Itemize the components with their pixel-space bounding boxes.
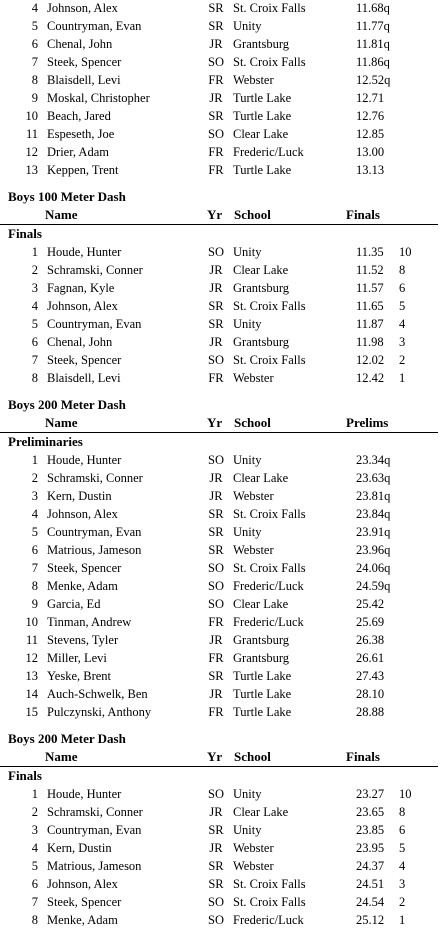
result-place: 7 xyxy=(31,353,38,367)
result-name: Steek, Spencer xyxy=(47,353,122,367)
result-yr: SO xyxy=(208,245,224,259)
result-mark: 24.51 xyxy=(356,877,385,891)
result-name: Espeseth, Joe xyxy=(47,127,115,141)
result-row xyxy=(0,369,443,387)
result-mark: 24.37 xyxy=(356,859,385,873)
result-mark: 27.43 xyxy=(356,669,385,683)
result-yr: SR xyxy=(208,823,224,837)
result-row xyxy=(0,89,443,107)
result-place: 5 xyxy=(31,859,38,873)
result-name: Schramski, Conner xyxy=(47,805,143,819)
result-school: Grantsburg xyxy=(233,281,290,295)
result-name: Garcia, Ed xyxy=(47,597,101,611)
result-row xyxy=(0,35,443,53)
result-mark: 23.95 xyxy=(356,841,385,855)
result-mark: 23.65 xyxy=(356,805,385,819)
result-place: 10 xyxy=(25,109,38,123)
result-mark: 23.27 xyxy=(356,787,385,801)
result-row xyxy=(0,315,443,333)
result-place: 4 xyxy=(31,1,38,15)
yr-column-header: Yr xyxy=(207,415,223,430)
result-name: Matrious, Jameson xyxy=(47,859,142,873)
result-place: 12 xyxy=(25,651,38,665)
result-yr: SR xyxy=(208,859,224,873)
result-row xyxy=(0,893,443,911)
result-yr: FR xyxy=(208,145,224,159)
result-row xyxy=(0,559,443,577)
result-name: Countryman, Evan xyxy=(47,19,142,33)
result-row xyxy=(0,71,443,89)
result-row xyxy=(0,857,443,875)
result-school: Webster xyxy=(233,73,274,87)
result-name: Houde, Hunter xyxy=(47,787,122,801)
result-yr: SO xyxy=(208,579,224,593)
result-name: Steek, Spencer xyxy=(47,561,122,575)
result-yr: SR xyxy=(208,543,224,557)
result-place: 5 xyxy=(31,317,38,331)
result-row xyxy=(0,0,443,17)
result-points: 8 xyxy=(399,263,406,277)
result-yr: FR xyxy=(208,73,224,87)
result-points: 6 xyxy=(399,823,406,837)
result-points: 4 xyxy=(399,859,406,873)
result-yr: SO xyxy=(208,127,224,141)
result-place: 4 xyxy=(31,841,38,855)
result-row xyxy=(0,17,443,35)
result-row xyxy=(0,107,443,125)
result-row xyxy=(0,821,443,839)
result-name: Keppen, Trent xyxy=(47,163,119,177)
result-yr: JR xyxy=(209,281,223,295)
result-yr: JR xyxy=(209,489,223,503)
result-row xyxy=(0,487,443,505)
result-column-header: Prelims xyxy=(346,415,389,430)
result-school: Unity xyxy=(233,525,262,539)
result-school: Unity xyxy=(233,823,262,837)
result-mark: 23.81q xyxy=(356,489,391,503)
result-place: 8 xyxy=(31,371,38,385)
result-mark: 24.06q xyxy=(356,561,391,575)
result-row xyxy=(0,649,443,667)
result-name: Johnson, Alex xyxy=(47,1,118,15)
result-place: 13 xyxy=(25,163,38,177)
result-yr: FR xyxy=(208,163,224,177)
event-title: Boys 200 Meter Dash xyxy=(8,731,126,746)
result-mark: 23.63q xyxy=(356,471,391,485)
result-school: Webster xyxy=(233,543,274,557)
result-place: 4 xyxy=(31,507,38,521)
result-row xyxy=(0,279,443,297)
result-row xyxy=(0,261,443,279)
result-name: Schramski, Conner xyxy=(47,471,143,485)
result-place: 15 xyxy=(25,705,38,719)
results-header xyxy=(0,206,438,225)
result-place: 3 xyxy=(31,823,38,837)
result-name: Yeske, Brent xyxy=(47,669,112,683)
result-name: Kern, Dustin xyxy=(47,489,112,503)
result-name: Fagnan, Kyle xyxy=(47,281,115,295)
result-yr: JR xyxy=(209,471,223,485)
result-school: St. Croix Falls xyxy=(233,561,306,575)
result-mark: 13.00 xyxy=(356,145,385,159)
result-place: 3 xyxy=(31,489,38,503)
result-mark: 24.59q xyxy=(356,579,391,593)
result-place: 1 xyxy=(31,787,38,801)
result-points: 3 xyxy=(399,877,406,891)
result-yr: SR xyxy=(208,299,224,313)
result-mark: 11.81q xyxy=(356,37,390,51)
result-place: 9 xyxy=(31,597,38,611)
result-column-header: Finals xyxy=(346,749,380,764)
result-yr: JR xyxy=(209,841,223,855)
result-mark: 28.10 xyxy=(356,687,385,701)
result-name: Johnson, Alex xyxy=(47,877,118,891)
result-row xyxy=(0,703,443,721)
result-name: Johnson, Alex xyxy=(47,299,118,313)
result-place: 2 xyxy=(31,263,38,277)
result-place: 6 xyxy=(31,335,38,349)
result-school: Frederic/Luck xyxy=(233,615,304,629)
result-name: Menke, Adam xyxy=(47,913,118,927)
result-row xyxy=(0,577,443,595)
result-school: Turtle Lake xyxy=(233,687,292,701)
result-points: 2 xyxy=(399,895,406,909)
name-column-header: Name xyxy=(45,415,78,430)
result-yr: SO xyxy=(208,895,224,909)
result-yr: SR xyxy=(208,507,224,521)
result-name: Chenal, John xyxy=(47,335,113,349)
result-place: 2 xyxy=(31,471,38,485)
result-school: Grantsburg xyxy=(233,633,290,647)
name-column-header: Name xyxy=(45,749,78,764)
result-yr: SO xyxy=(208,913,224,927)
school-column-header: School xyxy=(234,415,271,430)
result-mark: 23.34q xyxy=(356,453,391,467)
result-name: Johnson, Alex xyxy=(47,507,118,521)
result-name: Countryman, Evan xyxy=(47,525,142,539)
result-place: 6 xyxy=(31,877,38,891)
result-school: Frederic/Luck xyxy=(233,913,304,927)
result-row xyxy=(0,143,443,161)
result-yr: JR xyxy=(209,37,223,51)
result-school: St. Croix Falls xyxy=(233,353,306,367)
result-name: Tinman, Andrew xyxy=(47,615,132,629)
result-place: 4 xyxy=(31,299,38,313)
result-place: 11 xyxy=(25,633,38,647)
result-row xyxy=(0,297,443,315)
result-name: Menke, Adam xyxy=(47,579,118,593)
result-yr: SR xyxy=(208,1,224,15)
result-mark: 25.69 xyxy=(356,615,385,629)
result-name: Pulczynski, Anthony xyxy=(47,705,152,719)
result-yr: JR xyxy=(209,335,223,349)
result-mark: 25.42 xyxy=(356,597,385,611)
result-place: 7 xyxy=(31,561,38,575)
result-place: 12 xyxy=(25,145,38,159)
result-school: Clear Lake xyxy=(233,127,289,141)
result-school: Webster xyxy=(233,371,274,385)
result-school: Webster xyxy=(233,859,274,873)
result-mark: 11.77q xyxy=(356,19,390,33)
result-school: Turtle Lake xyxy=(233,669,292,683)
result-mark: 12.02 xyxy=(356,353,385,367)
results-header xyxy=(0,748,438,767)
result-name: Blaisdell, Levi xyxy=(47,371,121,385)
result-place: 11 xyxy=(25,127,38,141)
result-place: 9 xyxy=(31,91,38,105)
result-yr: SR xyxy=(208,317,224,331)
result-place: 8 xyxy=(31,73,38,87)
result-place: 6 xyxy=(31,37,38,51)
result-name: Steek, Spencer xyxy=(47,895,122,909)
result-school: Webster xyxy=(233,841,274,855)
result-row xyxy=(0,161,443,179)
result-points: 6 xyxy=(399,281,406,295)
result-row xyxy=(0,839,443,857)
result-row xyxy=(0,351,443,369)
result-row xyxy=(0,523,443,541)
result-yr: SR xyxy=(208,877,224,891)
result-points: 4 xyxy=(399,317,406,331)
result-mark: 23.96q xyxy=(356,543,391,557)
result-mark: 28.88 xyxy=(356,705,385,719)
result-points: 5 xyxy=(399,299,406,313)
result-place: 13 xyxy=(25,669,38,683)
result-yr: SR xyxy=(208,669,224,683)
result-yr: SR xyxy=(208,525,224,539)
result-mark: 12.52q xyxy=(356,73,391,87)
result-row xyxy=(0,595,443,613)
result-mark: 23.85 xyxy=(356,823,385,837)
event-title: Boys 200 Meter Dash xyxy=(8,397,126,412)
result-name: Steek, Spencer xyxy=(47,55,122,69)
name-column-header: Name xyxy=(45,207,78,222)
result-yr: JR xyxy=(209,687,223,701)
result-row xyxy=(0,333,443,351)
result-school: Grantsburg xyxy=(233,335,290,349)
result-row xyxy=(0,541,443,559)
result-place: 6 xyxy=(31,543,38,557)
result-school: Clear Lake xyxy=(233,263,289,277)
result-school: St. Croix Falls xyxy=(233,55,306,69)
result-mark: 26.61 xyxy=(356,651,385,665)
result-place: 1 xyxy=(31,453,38,467)
result-mark: 13.13 xyxy=(356,163,385,177)
result-name: Drier, Adam xyxy=(47,145,109,159)
result-school: Unity xyxy=(233,453,262,467)
result-yr: SO xyxy=(208,561,224,575)
school-column-header: School xyxy=(234,207,271,222)
result-place: 5 xyxy=(31,525,38,539)
round-label: Preliminaries xyxy=(8,434,83,449)
result-school: Turtle Lake xyxy=(233,163,292,177)
result-place: 7 xyxy=(31,895,38,909)
result-school: Turtle Lake xyxy=(233,91,292,105)
result-points: 10 xyxy=(399,787,412,801)
result-points: 8 xyxy=(399,805,406,819)
result-yr: JR xyxy=(209,805,223,819)
result-school: Clear Lake xyxy=(233,471,289,485)
result-yr: SR xyxy=(208,109,224,123)
school-column-header: School xyxy=(234,749,271,764)
result-school: Frederic/Luck xyxy=(233,579,304,593)
result-school: Unity xyxy=(233,19,262,33)
result-name: Countryman, Evan xyxy=(47,317,142,331)
result-yr: SO xyxy=(208,597,224,611)
result-row xyxy=(0,803,443,821)
result-name: Countryman, Evan xyxy=(47,823,142,837)
yr-column-header: Yr xyxy=(207,749,223,764)
result-school: Webster xyxy=(233,489,274,503)
result-mark: 11.52 xyxy=(356,263,384,277)
result-school: Frederic/Luck xyxy=(233,145,304,159)
result-name: Schramski, Conner xyxy=(47,263,143,277)
result-school: St. Croix Falls xyxy=(233,507,306,521)
result-row xyxy=(0,53,443,71)
result-school: Turtle Lake xyxy=(233,109,292,123)
result-mark: 12.42 xyxy=(356,371,385,385)
result-school: Grantsburg xyxy=(233,651,290,665)
result-row xyxy=(0,613,443,631)
result-mark: 11.68q xyxy=(356,1,390,15)
result-name: Auch-Schwelk, Ben xyxy=(47,687,148,701)
result-yr: FR xyxy=(208,371,224,385)
result-place: 7 xyxy=(31,55,38,69)
result-name: Stevens, Tyler xyxy=(47,633,119,647)
round-label: Finals xyxy=(8,768,42,783)
result-row xyxy=(0,911,443,929)
result-yr: SR xyxy=(208,19,224,33)
result-mark: 11.86q xyxy=(356,55,390,69)
result-row xyxy=(0,785,443,803)
result-points: 3 xyxy=(399,335,406,349)
result-place: 14 xyxy=(25,687,38,701)
result-points: 1 xyxy=(399,371,406,385)
result-place: 10 xyxy=(25,615,38,629)
result-mark: 23.84q xyxy=(356,507,391,521)
result-yr: SO xyxy=(208,55,224,69)
result-name: Kern, Dustin xyxy=(47,841,112,855)
result-school: Clear Lake xyxy=(233,805,289,819)
result-name: Chenal, John xyxy=(47,37,113,51)
round-label: Finals xyxy=(8,226,42,241)
result-school: Unity xyxy=(233,317,262,331)
result-place: 8 xyxy=(31,579,38,593)
result-row xyxy=(0,469,443,487)
result-name: Blaisdell, Levi xyxy=(47,73,121,87)
result-row xyxy=(0,685,443,703)
result-yr: FR xyxy=(208,705,224,719)
result-mark: 11.98 xyxy=(356,335,384,349)
result-yr: JR xyxy=(209,91,223,105)
results-header xyxy=(0,414,438,433)
result-school: Unity xyxy=(233,787,262,801)
result-mark: 11.87 xyxy=(356,317,384,331)
result-mark: 11.57 xyxy=(356,281,384,295)
result-place: 3 xyxy=(31,281,38,295)
result-row xyxy=(0,505,443,523)
result-name: Matrious, Jameson xyxy=(47,543,142,557)
result-place: 1 xyxy=(31,245,38,259)
result-place: 5 xyxy=(31,19,38,33)
result-school: Clear Lake xyxy=(233,597,289,611)
result-mark: 25.12 xyxy=(356,913,385,927)
result-name: Houde, Hunter xyxy=(47,453,122,467)
event-title: Boys 100 Meter Dash xyxy=(8,189,126,204)
result-mark: 11.35 xyxy=(356,245,384,259)
result-row xyxy=(0,875,443,893)
result-points: 1 xyxy=(399,913,406,927)
result-column-header: Finals xyxy=(346,207,380,222)
result-yr: SO xyxy=(208,453,224,467)
result-row xyxy=(0,451,443,469)
result-yr: FR xyxy=(208,615,224,629)
result-name: Moskal, Christopher xyxy=(47,91,150,105)
result-points: 2 xyxy=(399,353,406,367)
result-school: Turtle Lake xyxy=(233,705,292,719)
result-place: 8 xyxy=(31,913,38,927)
result-mark: 23.91q xyxy=(356,525,391,539)
result-mark: 24.54 xyxy=(356,895,385,909)
result-row xyxy=(0,243,443,261)
result-school: St. Croix Falls xyxy=(233,895,306,909)
result-school: Unity xyxy=(233,245,262,259)
yr-column-header: Yr xyxy=(207,207,223,222)
result-yr: SO xyxy=(208,787,224,801)
result-name: Houde, Hunter xyxy=(47,245,122,259)
result-yr: JR xyxy=(209,633,223,647)
result-place: 2 xyxy=(31,805,38,819)
result-row xyxy=(0,667,443,685)
result-mark: 12.76 xyxy=(356,109,385,123)
result-mark: 12.71 xyxy=(356,91,385,105)
result-mark: 26.38 xyxy=(356,633,385,647)
result-points: 10 xyxy=(399,245,412,259)
result-name: Beach, Jared xyxy=(47,109,111,123)
result-mark: 12.85 xyxy=(356,127,385,141)
result-row xyxy=(0,125,443,143)
result-mark: 11.65 xyxy=(356,299,384,313)
result-yr: JR xyxy=(209,263,223,277)
result-yr: SO xyxy=(208,353,224,367)
result-row xyxy=(0,631,443,649)
result-school: St. Croix Falls xyxy=(233,299,306,313)
result-school: St. Croix Falls xyxy=(233,1,306,15)
result-school: St. Croix Falls xyxy=(233,877,306,891)
result-school: Grantsburg xyxy=(233,37,290,51)
result-name: Miller, Levi xyxy=(47,651,107,665)
result-points: 5 xyxy=(399,841,406,855)
result-yr: FR xyxy=(208,651,224,665)
